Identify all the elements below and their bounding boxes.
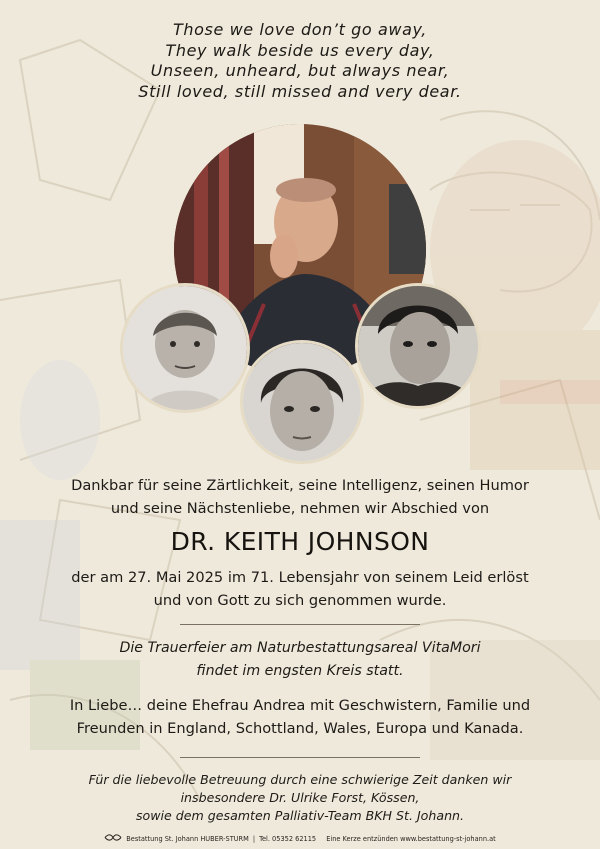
thanks-paragraph (0, 474, 600, 520)
portrait-photo-young (240, 340, 364, 464)
poem-line: Those we love don’t go away, (173, 20, 427, 39)
memorial-poem (0, 20, 600, 102)
divider (180, 757, 420, 758)
gratitude-line: sowie dem gesamten Palliativ-Team BKH St. Johann. (135, 808, 465, 823)
ceremony-notice (0, 637, 600, 683)
poem-line: Still loved, still missed and very dear. (138, 81, 462, 101)
family-line: Freunden in England, Schottland, Wales, Europa und Kanada. (76, 720, 524, 737)
family-line: In Liebe… deine Ehefrau Andrea mit Geschwistern, Familie und (69, 697, 531, 714)
ceremony-line: findet im engsten Kreis statt. (196, 663, 404, 679)
footer-separator (320, 835, 322, 843)
death-notice-line: der am 27. Mai 2025 im 71. Lebensjahr von seinem Leid erlöst (71, 569, 529, 586)
poem-line: They walk beside us every day, (165, 40, 435, 60)
gratitude-note (0, 771, 600, 825)
thanks-line: und seine Nächstenliebe, nehmen wir Abschied von (110, 500, 490, 517)
footer-phone: Tel. 05352 62115 (259, 835, 317, 843)
footer-separator: | (252, 835, 256, 843)
family-signature (0, 694, 600, 740)
footer-candle-link[interactable]: Eine Kerze entzünden www.bestattung-st-johann.at (326, 835, 496, 843)
death-notice (0, 566, 600, 612)
thanks-line: Dankbar für seine Zärtlichkeit, seine Intelligenz, seinen Humor (71, 477, 529, 494)
portrait-photo-child (120, 283, 250, 413)
divider (180, 624, 420, 625)
gratitude-line: insbesondere Dr. Ulrike Forst, Kössen, (180, 790, 420, 805)
funeral-home-logo-icon (104, 834, 122, 844)
deceased-name: DR. KEITH JOHNSON (170, 527, 430, 556)
poem-line: Unseen, unheard, but always near, (150, 61, 450, 80)
death-notice-line: und von Gott zu sich genommen wurde. (153, 592, 447, 609)
gratitude-line: Für die liebevolle Betreuung durch eine schwierige Zeit danken wir (88, 772, 512, 787)
ceremony-line: Die Trauerfeier am Naturbestattungsareal VitaMori (119, 640, 481, 656)
funeral-home-footer (0, 834, 600, 844)
portrait-photo-older (355, 283, 481, 409)
footer-company: Bestattung St. Johann HUBER-STURM (126, 835, 249, 843)
